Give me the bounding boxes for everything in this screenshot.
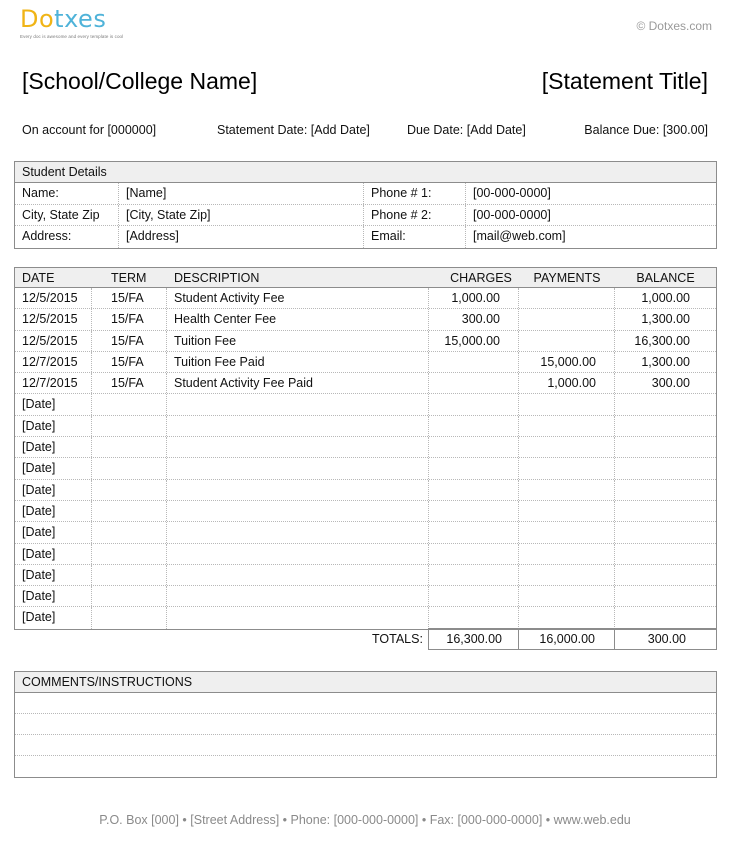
detail-label: Phone # 2:	[364, 205, 466, 226]
detail-label: Email:	[364, 226, 466, 248]
cell-term: 15/FA	[92, 288, 167, 308]
transaction-row	[15, 501, 716, 522]
cell-description: Student Activity Fee Paid	[167, 373, 429, 393]
detail-value: [City, State Zip]	[119, 205, 364, 226]
cell-payments: 15,000.00	[519, 352, 615, 372]
transaction-row	[15, 394, 716, 415]
cell-description	[167, 607, 429, 628]
cell-balance	[615, 394, 716, 414]
detail-label: Phone # 1:	[364, 183, 466, 204]
cell-term	[92, 416, 167, 436]
total-charges: 16,300.00	[429, 629, 519, 649]
col-payments-header: PAYMENTS	[533, 271, 601, 285]
cell-charges	[429, 522, 519, 542]
statement-title: [Statement Title]	[541, 68, 708, 94]
cell-balance: 16,300.00	[634, 333, 690, 348]
cell-payments	[519, 331, 615, 351]
cell-charges: 1,000.00	[429, 288, 519, 308]
logo-wordmark: Dotxes	[20, 5, 107, 33]
transaction-row	[15, 352, 716, 373]
cell-term	[92, 437, 167, 457]
cell-balance: 300.00	[651, 376, 690, 391]
student-details-rows	[15, 183, 716, 248]
detail-value: [Address]	[119, 226, 364, 248]
cell-description: Student Activity Fee	[167, 288, 429, 308]
student-details-box	[14, 161, 717, 249]
cell-date: [Date]	[15, 586, 92, 606]
transaction-row	[15, 544, 716, 565]
cell-charges	[429, 352, 519, 372]
cell-payments	[519, 480, 615, 500]
cell-date: 12/5/2015	[15, 288, 92, 308]
cell-date: 12/5/2015	[15, 331, 92, 351]
comment-line[interactable]	[15, 735, 716, 756]
totals-label: TOTALS:	[372, 632, 423, 646]
cell-payments	[519, 522, 615, 542]
cell-term: 15/FA	[92, 352, 167, 372]
detail-value: [Name]	[119, 183, 364, 204]
transactions-header-row	[15, 268, 716, 288]
cell-term	[92, 480, 167, 500]
cell-description: Tuition Fee Paid	[167, 352, 429, 372]
cell-date: [Date]	[15, 458, 92, 478]
cell-payments	[519, 586, 615, 606]
comments-lines	[15, 693, 716, 777]
cell-charges: 300.00	[429, 309, 519, 329]
cell-payments	[519, 394, 615, 414]
cell-balance	[615, 501, 716, 521]
cell-date: 12/7/2015	[15, 373, 92, 393]
student-details-heading: Student Details	[15, 162, 716, 183]
cell-description: Health Center Fee	[167, 309, 429, 329]
transaction-row	[15, 437, 716, 458]
cell-term	[92, 544, 167, 564]
col-date-header: DATE	[22, 271, 55, 285]
cell-payments: 1,000.00	[519, 373, 615, 393]
cell-balance	[615, 437, 716, 457]
dotxes-logo	[20, 6, 132, 42]
cell-charges	[429, 607, 519, 628]
total-payments: 16,000.00	[519, 629, 615, 649]
comment-line[interactable]	[15, 693, 716, 714]
student-detail-row	[15, 205, 716, 227]
transaction-row	[15, 416, 716, 437]
detail-label: Address:	[15, 226, 119, 248]
cell-payments	[519, 458, 615, 478]
cell-term	[92, 522, 167, 542]
cell-description	[167, 522, 429, 542]
copyright-text: © Dotxes.com	[636, 19, 712, 33]
cell-charges	[429, 437, 519, 457]
total-balance: 300.00	[647, 632, 686, 646]
comments-box	[14, 671, 717, 778]
transactions-body	[15, 288, 716, 629]
cell-balance	[615, 544, 716, 564]
cell-date: [Date]	[15, 437, 92, 457]
cell-balance	[615, 565, 716, 585]
footer-contact: P.O. Box [000] • [Street Address] • Phone: [000-000-0000] • Fax: [000-000-0000] • www.web.edu	[99, 813, 631, 827]
cell-payments	[519, 565, 615, 585]
cell-balance	[615, 458, 716, 478]
comment-line[interactable]	[15, 714, 716, 735]
cell-date: 12/7/2015	[15, 352, 92, 372]
cell-term: 15/FA	[92, 373, 167, 393]
cell-payments	[519, 309, 615, 329]
cell-description: Tuition Fee	[167, 331, 429, 351]
transaction-row	[15, 309, 716, 330]
cell-date: [Date]	[15, 544, 92, 564]
cell-date: [Date]	[15, 501, 92, 521]
cell-charges	[429, 501, 519, 521]
cell-charges	[429, 480, 519, 500]
cell-description	[167, 565, 429, 585]
cell-balance	[615, 586, 716, 606]
cell-description	[167, 501, 429, 521]
cell-term	[92, 565, 167, 585]
cell-charges	[429, 416, 519, 436]
cell-term	[92, 607, 167, 628]
cell-date: [Date]	[15, 522, 92, 542]
cell-payments	[519, 437, 615, 457]
cell-charges	[429, 458, 519, 478]
col-description-header: DESCRIPTION	[174, 271, 260, 285]
detail-label: City, State Zip	[15, 205, 119, 226]
cell-charges	[429, 394, 519, 414]
totals-row	[428, 628, 717, 650]
cell-term: 15/FA	[92, 309, 167, 329]
cell-date: [Date]	[15, 607, 92, 628]
cell-payments	[519, 501, 615, 521]
logo-tagline: Every doc is awesome and every template is cool	[20, 34, 124, 39]
transaction-row	[15, 373, 716, 394]
cell-term	[92, 394, 167, 414]
transaction-row	[15, 288, 716, 309]
student-detail-row	[15, 183, 716, 205]
cell-term	[92, 501, 167, 521]
cell-description	[167, 437, 429, 457]
statement-date: Statement Date: [Add Date]	[217, 123, 370, 137]
cell-balance: 1,300.00	[641, 312, 690, 327]
balance-due: Balance Due: [300.00]	[584, 123, 708, 137]
comment-line[interactable]	[15, 756, 716, 777]
transaction-row	[15, 522, 716, 543]
transaction-row	[15, 565, 716, 586]
cell-term	[92, 586, 167, 606]
cell-description	[167, 458, 429, 478]
cell-balance	[615, 416, 716, 436]
cell-payments	[519, 416, 615, 436]
col-balance-header: BALANCE	[636, 271, 695, 285]
cell-date: [Date]	[15, 565, 92, 585]
detail-value: [00-000-0000]	[473, 186, 551, 200]
cell-payments	[519, 607, 615, 628]
detail-value: [00-000-0000]	[473, 207, 551, 222]
due-date: Due Date: [Add Date]	[407, 123, 526, 137]
cell-date: 12/5/2015	[15, 309, 92, 329]
cell-balance	[615, 607, 716, 628]
cell-description	[167, 394, 429, 414]
cell-charges	[429, 565, 519, 585]
cell-description	[167, 544, 429, 564]
transaction-row	[15, 586, 716, 607]
transaction-row	[15, 480, 716, 501]
transactions-table	[14, 267, 717, 630]
comments-heading: COMMENTS/INSTRUCTIONS	[15, 672, 716, 693]
cell-charges: 15,000.00	[429, 331, 519, 351]
student-detail-row	[15, 226, 716, 248]
cell-date: [Date]	[15, 394, 92, 414]
cell-balance: 1,300.00	[641, 354, 690, 369]
cell-balance	[615, 522, 716, 542]
cell-date: [Date]	[15, 480, 92, 500]
cell-charges	[429, 373, 519, 393]
cell-charges	[429, 586, 519, 606]
cell-term: 15/FA	[92, 331, 167, 351]
on-account-for: On account for [000000]	[22, 123, 157, 137]
cell-balance	[615, 480, 716, 500]
cell-payments	[519, 544, 615, 564]
detail-label: Name:	[15, 183, 119, 204]
cell-payments	[519, 288, 615, 308]
cell-description	[167, 416, 429, 436]
col-term-header: TERM	[111, 271, 147, 285]
transaction-row	[15, 331, 716, 352]
cell-description	[167, 480, 429, 500]
transaction-row	[15, 607, 716, 628]
school-name: [School/College Name]	[22, 68, 258, 94]
detail-value: [mail@web.com]	[473, 229, 566, 243]
transaction-row	[15, 458, 716, 479]
cell-date: [Date]	[15, 416, 92, 436]
cell-description	[167, 586, 429, 606]
cell-balance: 1,000.00	[641, 291, 690, 305]
cell-charges	[429, 544, 519, 564]
col-charges-header: CHARGES	[450, 271, 512, 285]
cell-term	[92, 458, 167, 478]
